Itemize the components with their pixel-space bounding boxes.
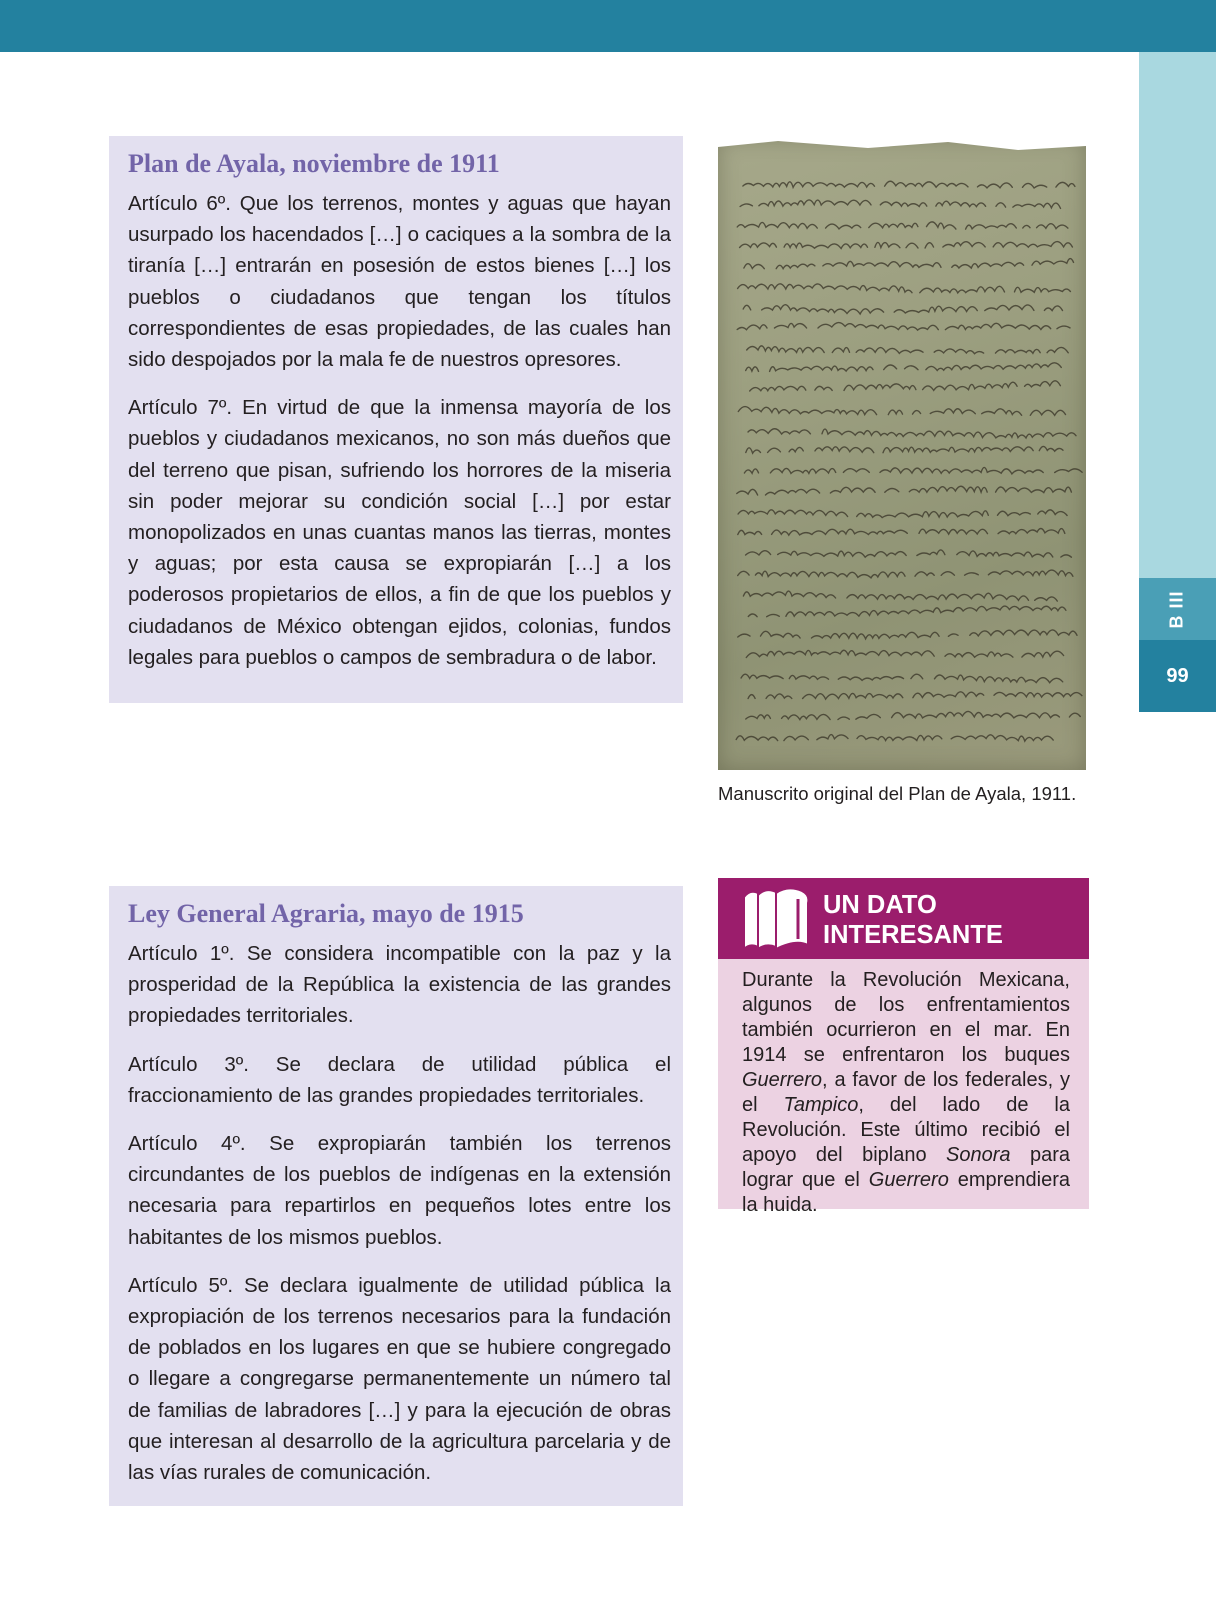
handwriting-line [737, 323, 1070, 331]
handwriting-line [747, 346, 1068, 354]
handwriting-line [750, 381, 1061, 391]
handwriting-line [741, 674, 1063, 683]
handwriting-line [737, 486, 1072, 495]
books-icon [740, 883, 814, 955]
block-tab [1139, 578, 1216, 640]
dato-text: para lograr que el [742, 1144, 1070, 1191]
dato-text: emprendiera la huida. [742, 1169, 1070, 1216]
ley-agraria-article-4: Artículo 4º. Se expropiarán también los terrenos circundantes de los pueblos de indígenas en la extensión necesaria para repartirlos en pequeños lotes entre los habitantes de los mismos pueblos. [128, 1132, 671, 1249]
plan-ayala-box [109, 136, 683, 703]
ley-agraria-article-1: Artículo 1º. Se considera incompatible con la paz y la prosperidad de la República la existencia de las grandes propiedades territoriales. [128, 942, 671, 1028]
dato-biplane-sonora: Sonora [946, 1144, 1011, 1166]
handwriting-line [738, 630, 1077, 639]
manuscript-image [718, 138, 1086, 770]
handwriting-line [748, 429, 1076, 438]
ley-agraria-article-3: Artículo 3º. Se declara de utilidad pública el fraccionamiento de las grandes propiedades territoriales. [128, 1052, 671, 1107]
side-margin-tab [1139, 52, 1216, 578]
handwriting-line [737, 222, 1068, 229]
handwriting-line [746, 446, 1063, 453]
plan-ayala-title: Plan de Ayala, noviembre de 1911 [128, 149, 500, 178]
handwriting-line [736, 735, 1053, 742]
handwriting-line [744, 467, 1082, 473]
handwriting-line [738, 528, 1065, 535]
dato-text: , del lado de la Revolución. Este último recibió el apoyo del biplano [742, 1094, 1070, 1166]
ley-agraria-title: Ley General Agraria, mayo de 1915 [128, 899, 524, 928]
page-number: 99 [1139, 640, 1216, 712]
dato-title-line1: UN DATO [823, 891, 937, 919]
ley-agraria-box [109, 886, 683, 1506]
handwriting-line [748, 692, 1082, 699]
plan-ayala-article-6: Artículo 6º. Que los terrenos, montes y aguas que hayan usurpado los hacendados […] o caciques a la sombra de la tiranía […] entrarán en posesión de estos bienes […] los pueblos o ciudadanos que tengan los títulos correspondientes de esas propiedades, de las cuales han sido despojados por la mala fe de nuestros opresores. [128, 192, 671, 372]
dato-ship-tampico: Tampico [783, 1094, 859, 1116]
dato-header [718, 878, 1089, 959]
handwriting-line [738, 407, 1065, 416]
dato-body [742, 968, 1070, 1218]
plan-ayala-article-7: Artículo 7º. En virtud de que la inmensa mayoría de los pueblos y ciudadanos mexicanos, no son más dueños que del terreno que pisan, sufriendo los horrores de la miseria sin poder mejorar su condición social […] por estar monopolizados en unas cuantas manos las tierras, montes y aguas; por esta causa se expropiarán […] a los poderosos propietarios de ellos, a fin de que los pueblos y ciudadanos de México obtengan ejidos, colonias, fundos legales para pueblos o campos de sembradura o de labor. [128, 396, 671, 669]
dato-title-line2: INTERESANTE [823, 921, 1003, 949]
handwriting-line [743, 591, 1064, 601]
manuscript-handwriting [718, 138, 1086, 770]
handwriting-line [746, 711, 1081, 719]
ley-agraria-article-5: Artículo 5º. Se declara igualmente de utilidad pública la expropiación de los terrenos necesarios para la fundación de poblados en los lugares en que se hubiere congregado o llegare a congregarse permanentemente un número tal de familias de labradores […] y para la ejecución de obras que interesan al desarrollo de la agricultura parcelaria y de las vías rurales de comunicación. [128, 1273, 671, 1485]
dato-text: , a favor de los federales, y el [742, 1069, 1070, 1116]
handwriting-line [743, 181, 1082, 188]
handwriting-line [748, 606, 1066, 617]
handwriting-line [744, 259, 1074, 269]
dato-ship-guerrero: Guerrero [742, 1069, 823, 1091]
dato-interesante-box [718, 878, 1089, 1216]
manuscript-caption: Manuscrito original del Plan de Ayala, 1911. [718, 783, 1077, 804]
handwriting-line [740, 242, 1073, 249]
handwriting-line [738, 510, 1067, 518]
top-header-bar [0, 0, 1216, 52]
handwriting-line [746, 363, 1062, 372]
handwriting-line [738, 570, 1073, 578]
handwriting-line [740, 200, 1060, 208]
handwriting-line [746, 650, 1063, 657]
dato-ship-guerrero-2: Guerrero [868, 1169, 949, 1191]
dato-title [823, 890, 1083, 950]
dato-text: Durante la Revolución Mexicana, algunos de los enfrentamientos también ocurrieron en el mar. En 1914 se enfrentaron los buques [742, 969, 1070, 1066]
block-label: B III [1166, 589, 1187, 629]
handwriting-line [738, 284, 1071, 293]
handwriting-line [746, 550, 1072, 557]
handwriting-line [743, 305, 1062, 314]
